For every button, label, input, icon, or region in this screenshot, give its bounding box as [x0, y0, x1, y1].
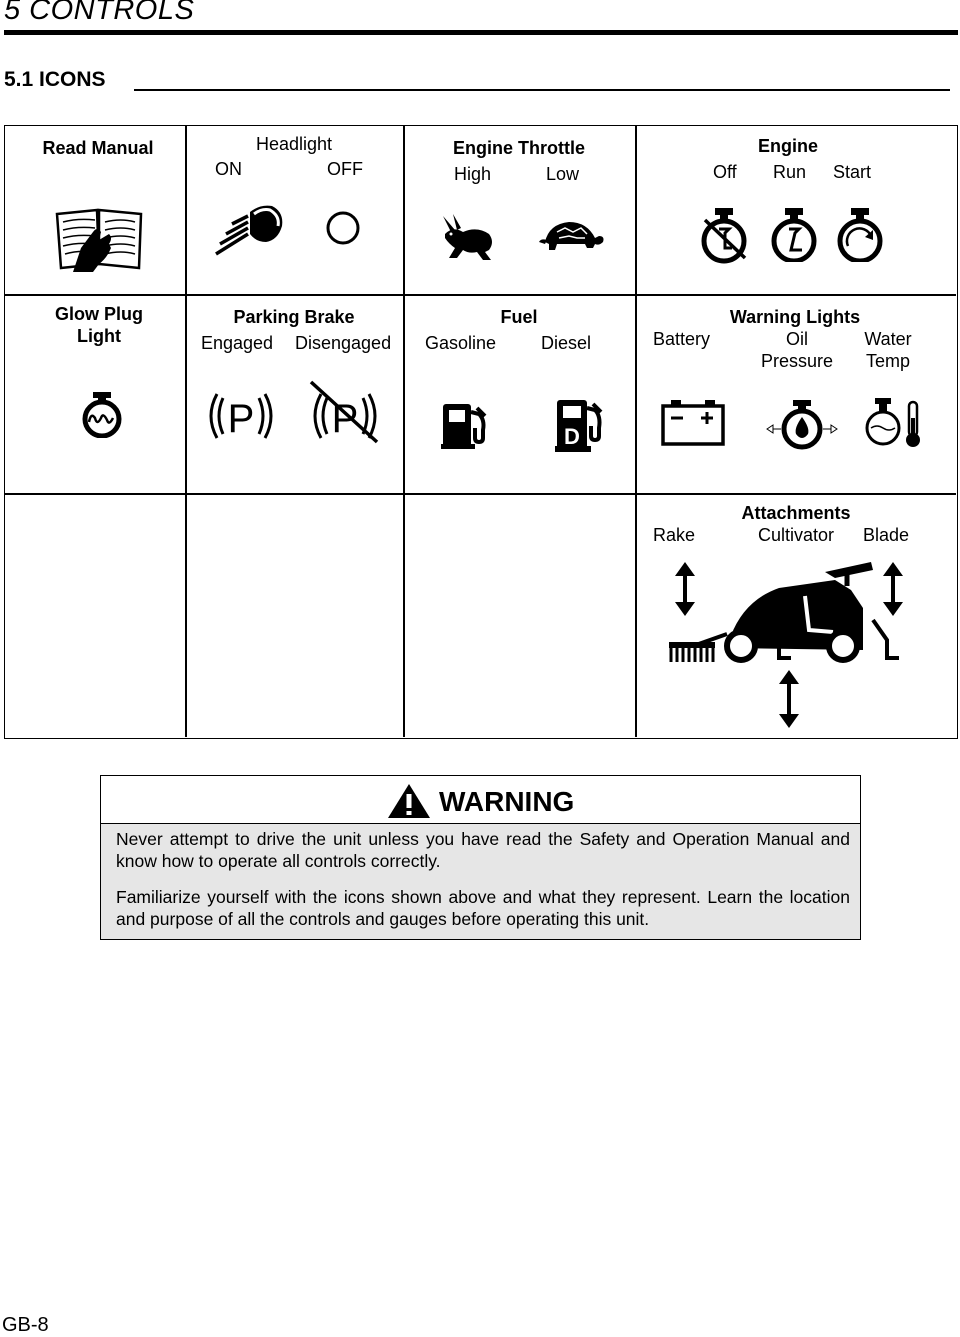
headlight-label: Headlight: [255, 134, 333, 154]
chapter-title: 5 CONTROLS: [4, 0, 195, 26]
parking-brake-engaged-icon: [203, 390, 279, 442]
engine-label: Engine: [757, 136, 818, 156]
warning-paragraph-2: Familiarize yourself with the icons shown above and what they represent. Learn the location and purpose of all the controls and gauges before operating this unit.: [116, 887, 850, 929]
turtle-icon: [537, 218, 605, 254]
battery-label: Battery: [653, 329, 711, 349]
oil-label-line1: Oil: [786, 329, 808, 349]
parking-brake-label: Parking Brake: [233, 307, 355, 327]
battery-icon: [661, 398, 725, 448]
fuel-diesel-label: Diesel: [541, 333, 592, 353]
column-divider: [185, 126, 187, 737]
parking-brake-disengaged-icon: [303, 380, 385, 444]
warning-triangle-icon: [387, 783, 431, 819]
headlight-on-icon: [210, 202, 286, 258]
parking-engaged-label: Engaged: [201, 333, 274, 353]
engine-run-icon: [769, 206, 819, 262]
warning-title: WARNING: [439, 786, 575, 817]
blade-label: Blade: [863, 525, 910, 545]
column-divider: [635, 126, 637, 737]
row-divider: [5, 493, 956, 495]
fuel-label: Fuel: [500, 307, 538, 327]
warning-paragraph-1: Never attempt to drive the unit unless you have read the Safety and Operation Manual and know how to operate all controls correctly.: [116, 829, 850, 871]
cultivator-label: Cultivator: [758, 525, 835, 545]
svg-text:P: P: [331, 397, 359, 441]
parking-disengaged-label: Disengaged: [295, 333, 392, 353]
headlight-off-label: OFF: [327, 159, 363, 179]
engine-run-label: Run: [773, 162, 807, 182]
glow-plug-label-line2: Light: [77, 326, 121, 346]
rabbit-icon: [439, 212, 497, 264]
row-divider: [5, 294, 956, 296]
engine-start-label: Start: [833, 162, 872, 182]
read-manual-icon: [53, 204, 147, 272]
water-label-line1: Water: [864, 329, 912, 349]
headlight-on-label: ON: [215, 159, 242, 179]
icons-table: [4, 125, 958, 739]
headlight-off-icon: [325, 210, 361, 246]
glow-plug-label-line1: Glow Plug: [55, 304, 143, 324]
throttle-high-label: High: [454, 164, 492, 184]
warning-header: [101, 776, 860, 824]
engine-off-label: Off: [713, 162, 737, 182]
engine-start-icon: [835, 206, 885, 262]
throttle-label: Engine Throttle: [453, 138, 585, 158]
page-number: GB-8: [2, 1314, 49, 1336]
attachments-label: Attachments: [741, 503, 851, 523]
engine-off-icon: [699, 206, 753, 264]
fuel-gasoline-icon: [441, 402, 493, 450]
glow-plug-icon: [79, 390, 125, 438]
rake-label: Rake: [653, 525, 696, 545]
chapter-rule: [4, 30, 958, 35]
warning-box: [100, 775, 861, 940]
svg-text:D: D: [564, 424, 580, 449]
read-manual-label: Read Manual: [42, 138, 154, 158]
fuel-gasoline-label: Gasoline: [425, 333, 497, 353]
throttle-low-label: Low: [546, 164, 580, 184]
section-title: 5.1 ICONS: [4, 68, 106, 91]
attachments-icon: [661, 558, 909, 736]
svg-text:P: P: [227, 397, 255, 441]
oil-label-line2: Pressure: [760, 351, 834, 371]
column-divider: [403, 126, 405, 737]
water-label-line2: Temp: [865, 351, 910, 371]
water-temp-icon: [865, 396, 925, 450]
oil-pressure-icon: [763, 398, 841, 450]
warning-lights-label: Warning Lights: [729, 307, 861, 327]
section-rule: [134, 89, 950, 91]
fuel-diesel-icon: [551, 398, 613, 454]
